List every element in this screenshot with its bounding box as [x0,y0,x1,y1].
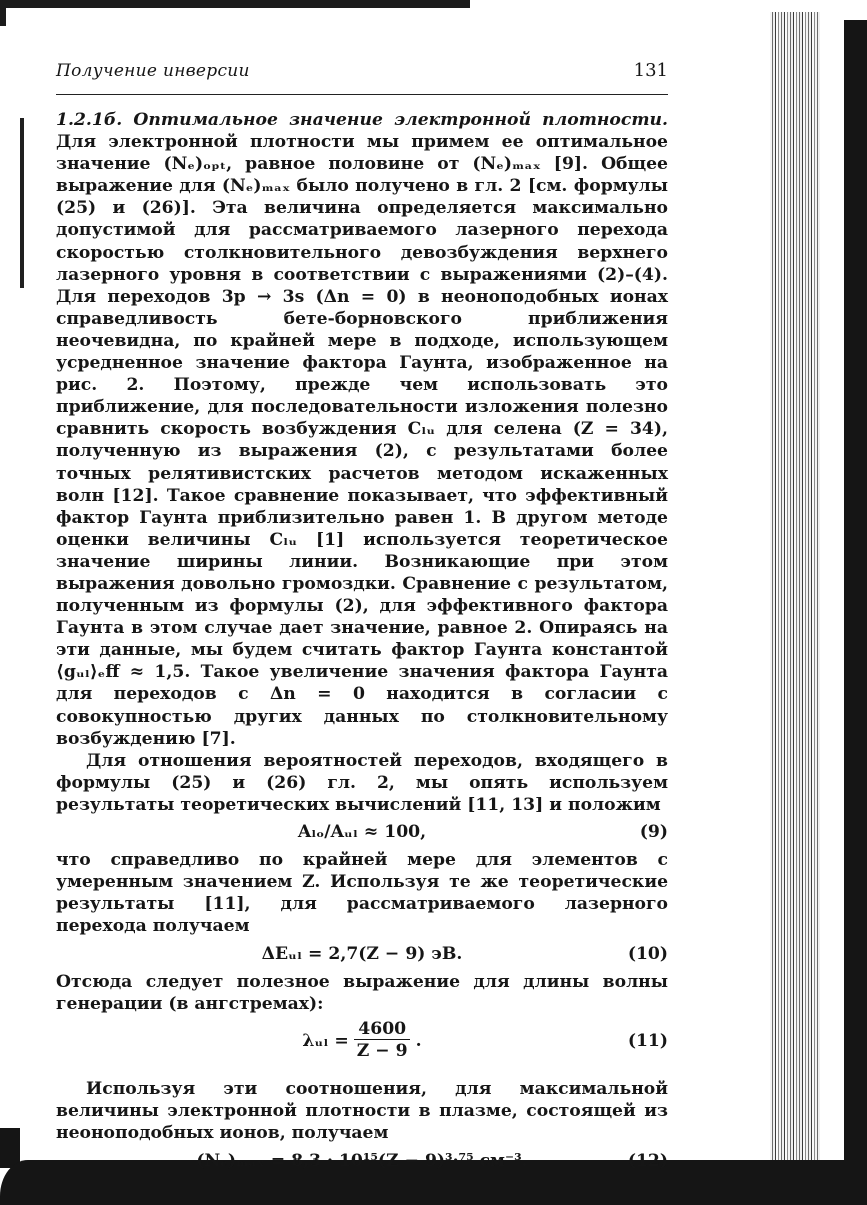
scan-top-border [0,0,470,8]
body-text [56,109,668,1178]
equation-12 [56,1144,668,1178]
equation-9 [56,816,668,849]
equation-11-denominator: Z − 9 [356,1041,408,1062]
equation-12-expression: (Nₑ)ₘₐₓ = 8,3 · 10¹⁵(Z − 9)³·⁷⁵ см⁻³. [196,1150,528,1171]
equation-11 [56,1016,668,1066]
equation-11-fraction [353,1019,412,1062]
equation-10-expression: ΔEᵤₗ = 2,7(Z − 9) эВ. [261,944,463,965]
running-head [56,60,668,95]
section-title: Оптимальное значение электронной плотности. [133,110,668,130]
equation-10 [56,937,668,971]
equation-12-number: (12) [627,1150,668,1171]
section-number: 1.2.1б. [56,110,123,130]
equation-11-period: . [415,1030,422,1051]
scan-right-shadow [844,20,867,1180]
paragraph-3: что справедливо по крайней мере для элементов с умеренным значением Z. Используя те же теоретические результаты [11], для рассматриваемого лазерного перехода получаем [56,850,668,937]
section-paragraph [56,109,668,750]
scan-corner-mark [0,0,6,26]
equation-11-lhs: λᵤₗ = [302,1030,349,1051]
equation-11-number: (11) [627,1030,668,1051]
paragraph-2: Для отношения вероятностей переходов, входящего в формулы (25) и (26) гл. 2, мы опять используем результаты теоретических вычислений [11, 13] и положим [56,750,668,815]
paragraph-4: Отсюда следует полезное выражение для длины волны генерации (в ангстремах): [56,972,668,1015]
equation-9-number: (9) [639,822,668,843]
spacer [56,1066,668,1078]
equation-10-number: (10) [627,944,668,965]
scan-margin-mark [20,118,24,288]
paragraph-1: Для электронной плотности мы примем ее оптимальное значение (Nₑ)ₒₚₜ, равное половине от (Nₑ)ₘₐₓ [9]. Общее выражение для (Nₑ)ₘₐₓ было получено в гл. 2 [см. формулы (25) и (26)]. Эта величина определяется максимально допустимой для рассматриваемого лазерного перехода скоростью столкновительного девозбуждения верхнего лазерного уровня в соответствии с выражениями (2)–(4). Для переходов 3p → 3s (Δn = 0) в неоноподобных ионах справедливость бете-борновского приближения неочевидна, по крайней мере в подходе, использующем усредненное значение фактора Гаунта, изображенное на рис. 2. Поэтому, прежде чем использовать это приближение, для последовательности изложения полезно сравнить скорость возбуждения Cₗᵤ для селена (Z = 34), полученную из выражения (2), с результатами более точных релятивистских расчетов методом искаженных волн [12]. Такое сравнение показывает, что эффективный фактор Гаунта приблизительно равен 1. В другом методе оценки величины Cₗᵤ [1] используется теоретическое значение ширины линии. Возникающие при этом выражения довольно громоздки. Сравнение с результатом, полученным из формулы (2), для эффективного фактора Гаунта в этом случае дает значение, равное 2. Опираясь на эти данные, мы будем считать фактор Гаунта константой ⟨gᵤₗ⟩ₑff ≈ 1,5. Такое увеличение значения фактора Гаунта для переходов с Δn = 0 находится в согласии с совокупностью других данных по столкновительному возбуждению [7]. [56,132,668,749]
equation-9-expression: Aₗₒ/Aᵤₗ ≈ 100, [297,822,427,843]
paragraph-5: Используя эти соотношения, для максимальной величины электронной плотности в плазме, состоящей из неоноподобных ионов, получаем [56,1078,668,1143]
page-number: 131 [633,60,668,81]
equation-11-numerator: 4600 [354,1019,410,1040]
book-binding-edge [770,12,820,1160]
running-title: Получение инверсии [56,61,250,81]
book-page [56,60,668,1178]
